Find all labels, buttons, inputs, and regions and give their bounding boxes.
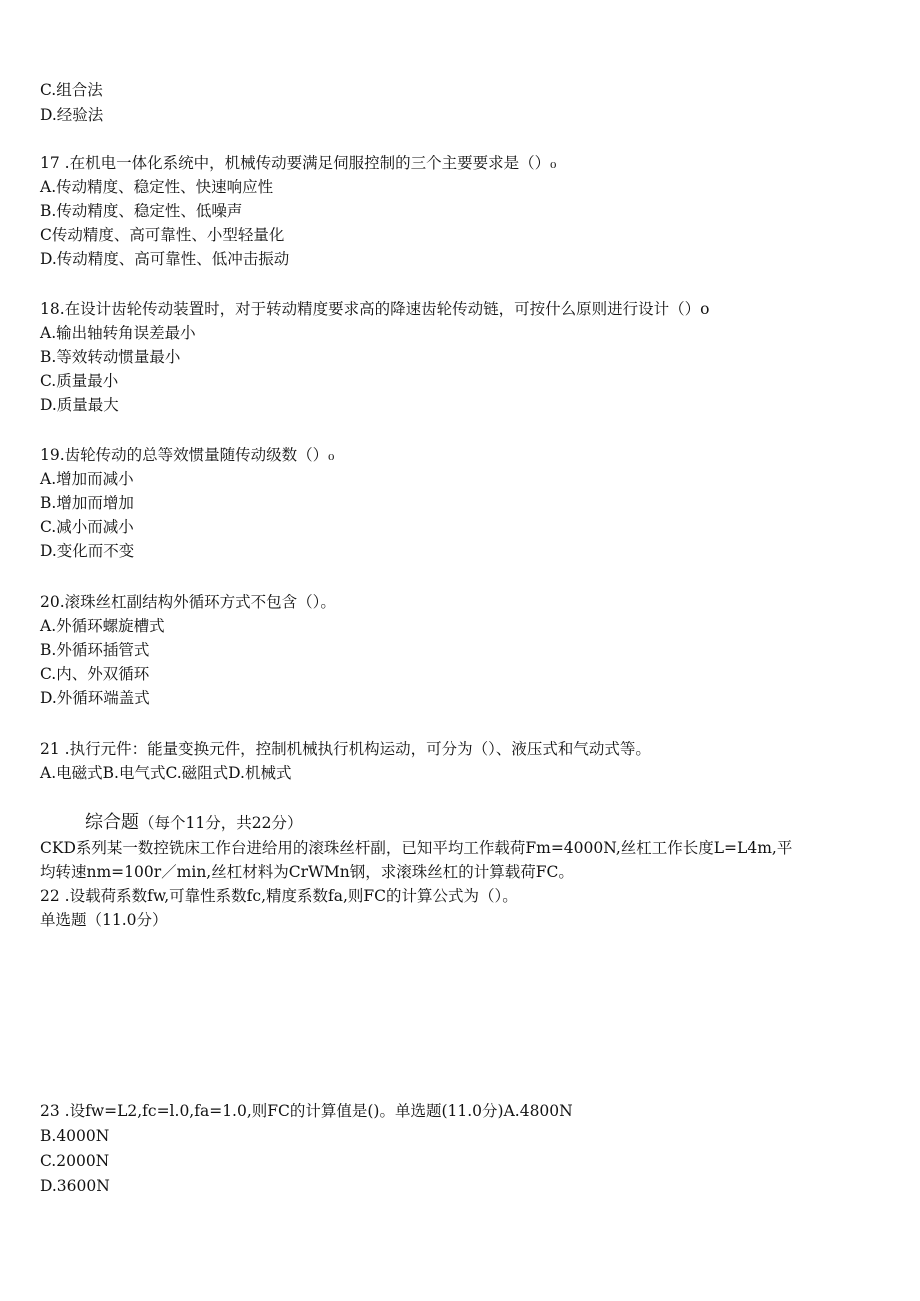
q23-stem: 23 .设fw=L2,fc=l.0,fa=1.0,则FC的计算值是()。单选题(11.0分)A.4800N bbox=[40, 1102, 573, 1120]
q19-stem: 19.齿轮传动的总等效惯量随传动级数（）₀ bbox=[40, 446, 335, 464]
q21-options: A.电磁式B.电气式C.磁阻式D.机械式 bbox=[40, 764, 292, 782]
q18-option-c: C.质量最小 bbox=[40, 372, 119, 390]
section-title: 综合题 bbox=[85, 812, 139, 833]
q17-stem: 17 .在机电一体化系统中，机械传动要满足伺服控制的三个主要要求是（）₀ bbox=[40, 154, 557, 172]
q18-option-b: B.等效转动惯量最小 bbox=[40, 348, 181, 366]
q19-option-c: C.减小而减小 bbox=[40, 518, 134, 536]
q17-option-b: B.传动精度、稳定性、低噪声 bbox=[40, 202, 243, 220]
case-description-line-2: 均转速nm=100r／min,丝杠材料为CrWMn钢，求滚珠丝杠的计算载荷FC。 bbox=[40, 863, 574, 881]
q23-option-c: C.2000N bbox=[40, 1152, 110, 1170]
q16-option-d: D.经验法 bbox=[40, 106, 104, 124]
q18-stem: 18.在设计齿轮传动装置时，对于转动精度要求高的降速齿轮传动链，可按什么原则进行设计（）o bbox=[40, 300, 710, 318]
q17-option-d: D.传动精度、高可靠性、低冲击振动 bbox=[40, 250, 290, 268]
q20-stem: 20.滚珠丝杠副结构外循环方式不包含（）。 bbox=[40, 593, 336, 611]
q16-option-c: C.组合法 bbox=[40, 81, 103, 99]
q22-stem: 22 .设载荷系数fw,可靠性系数fc,精度系数fa,则FC的计算公式为（）。 bbox=[40, 887, 518, 905]
q19-option-b: B.增加而增加 bbox=[40, 494, 134, 512]
q23-option-d: D.3600N bbox=[40, 1177, 110, 1195]
q20-option-d: D.外循环端盖式 bbox=[40, 689, 150, 707]
q22-type: 单选题（11.0分） bbox=[40, 911, 168, 929]
q19-option-a: A.增加而减小 bbox=[40, 470, 134, 488]
q23-option-b: B.4000N bbox=[40, 1127, 110, 1145]
q20-option-b: B.外循环插管式 bbox=[40, 641, 150, 659]
q17-option-a: A.传动精度、稳定性、快速响应性 bbox=[40, 178, 274, 196]
q18-option-d: D.质量最大 bbox=[40, 396, 119, 414]
q20-option-a: A.外循环螺旋槽式 bbox=[40, 617, 165, 635]
q21-stem: 21 .执行元件：能量变换元件，控制机械执行机构运动，可分为（）、液压式和气动式等。 bbox=[40, 740, 651, 758]
q18-option-a: A.输出轴转角误差最小 bbox=[40, 324, 196, 342]
q19-option-d: D.变化而不变 bbox=[40, 542, 135, 560]
case-description-line-1: CKD系列某一数控铣床工作台进给用的滚珠丝杆副，已知平均工作载荷Fm=4000N,丝杠工作长度L=L4m,平 bbox=[40, 839, 793, 857]
section-note: （每个11分，共22分） bbox=[139, 814, 303, 832]
section-heading bbox=[85, 811, 302, 835]
q20-option-c: C.内、外双循环 bbox=[40, 665, 150, 683]
q17-option-c: C传动精度、高可靠性、小型轻量化 bbox=[40, 226, 285, 244]
